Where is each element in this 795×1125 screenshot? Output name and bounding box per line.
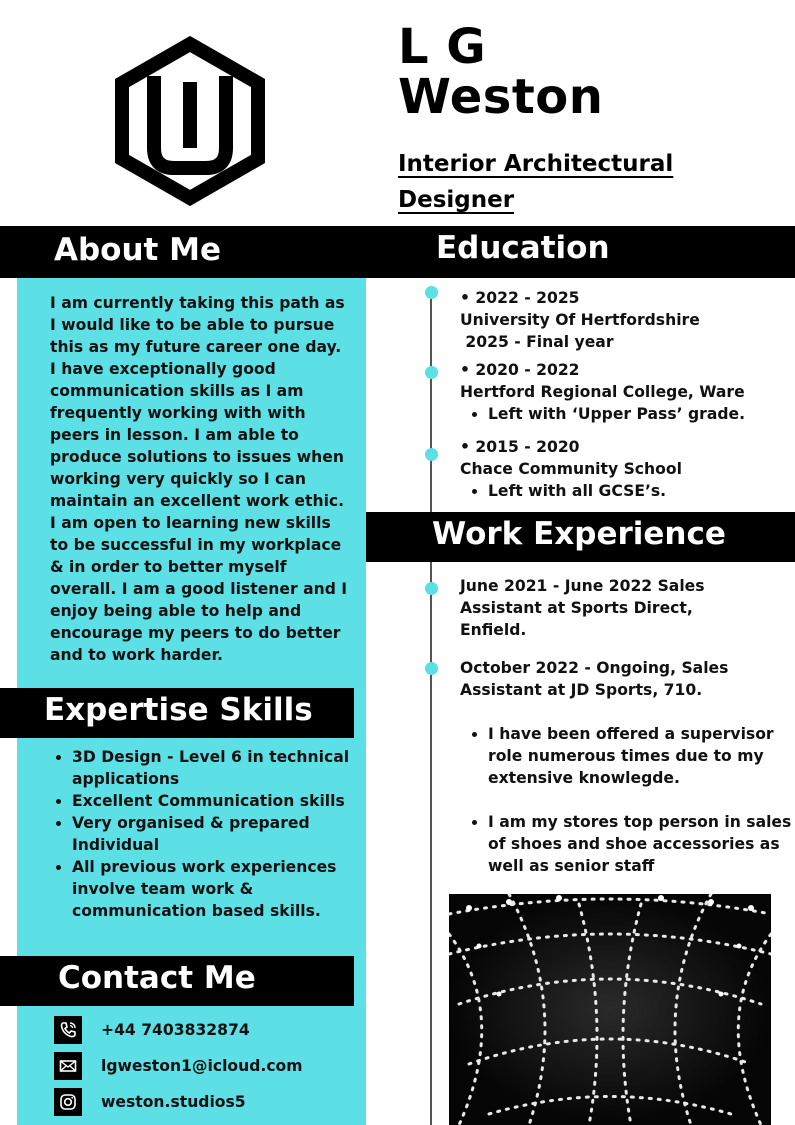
work-bullet: • I am my stores top person in sales of shoes and shoe accessories as well as senior staff [488,811,795,877]
timeline-dot [425,448,438,461]
timeline-dot [425,582,438,595]
education-title: Education [436,230,610,266]
instagram-icon [54,1088,82,1116]
contact-email[interactable] [54,1051,303,1081]
about-text: I am currently taking this path as I would like to be able to pursue this as my future career one day. I have exceptionally good communication skills as I am frequently working with with peers in lesson. I am able to produce solutions to issues when working very quickly so I can maintain an excellent work ethic. I am open to learning new skills to be successful in my workplace & in order to better myself overall. I am a good listener and I enjoy being able to help and encourage my peers to do better and to work harder. [50,294,348,664]
education-entry [460,436,780,502]
work-title: Work Experience [432,516,726,552]
skill-item: • 3D Design - Level 6 in technical applications [72,746,372,790]
contact-phone[interactable] [54,1015,250,1045]
job-title-line1: Interior Architectural [398,151,674,177]
phone-icon [54,1016,82,1044]
timeline-dot [425,286,438,299]
skill-item: • Excellent Communication skills [72,790,372,812]
contact-title: Contact Me [58,960,256,996]
timeline-line [430,292,432,1125]
about-title: About Me [54,232,222,268]
name-initials: L G [398,19,487,75]
instagram-handle: weston.studios5 [101,1093,246,1111]
education-entry [460,359,780,425]
phone-number: +44 7403832874 [101,1021,250,1039]
envelope-icon [54,1052,82,1080]
interior-ceiling-photo [449,894,771,1125]
work-bullet-list [460,723,788,789]
contact-instagram[interactable] [54,1087,246,1117]
skills-list [50,746,372,922]
education-school: University Of Hertfordshire [460,311,700,329]
name-surname: Weston [398,69,604,125]
education-note: 2025 - Final year [460,333,614,351]
skills-title: Expertise Skills [44,692,313,728]
hexagon-w-logo [112,36,268,206]
education-years: • 2020 - 2022 [460,361,580,379]
person-name [398,19,604,125]
work-bullet-list [460,811,795,877]
timeline-dot [425,366,438,379]
education-entry [460,287,780,353]
education-school: Hertford Regional College, Ware [460,383,745,401]
work-entry: October 2022 - Ongoing, Sales Assistant at JD Sports, 710. [460,659,729,699]
work-entry: June 2021 - June 2022 Sales Assistant at Sports Direct, Enfield. [460,577,705,639]
education-school: Chace Community School [460,460,682,478]
skill-item: • All previous work experiences involve team work & communication based skills. [72,856,372,922]
education-note: • Left with ‘Upper Pass’ grade. [488,403,780,425]
education-note: • Left with all GCSE’s. [488,480,780,502]
job-title [398,146,673,218]
education-years: • 2022 - 2025 [460,289,580,307]
timeline-dot [425,662,438,675]
ceiling-lights-image [449,894,771,1125]
work-bullet: • I have been offered a supervisor role numerous times due to my extensive knowlegde. [488,723,788,789]
education-years: • 2015 - 2020 [460,438,580,456]
skill-item: • Very organised & prepared Individual [72,812,372,856]
job-title-line2: Designer [398,187,515,213]
email-address: lgweston1@icloud.com [101,1057,303,1075]
